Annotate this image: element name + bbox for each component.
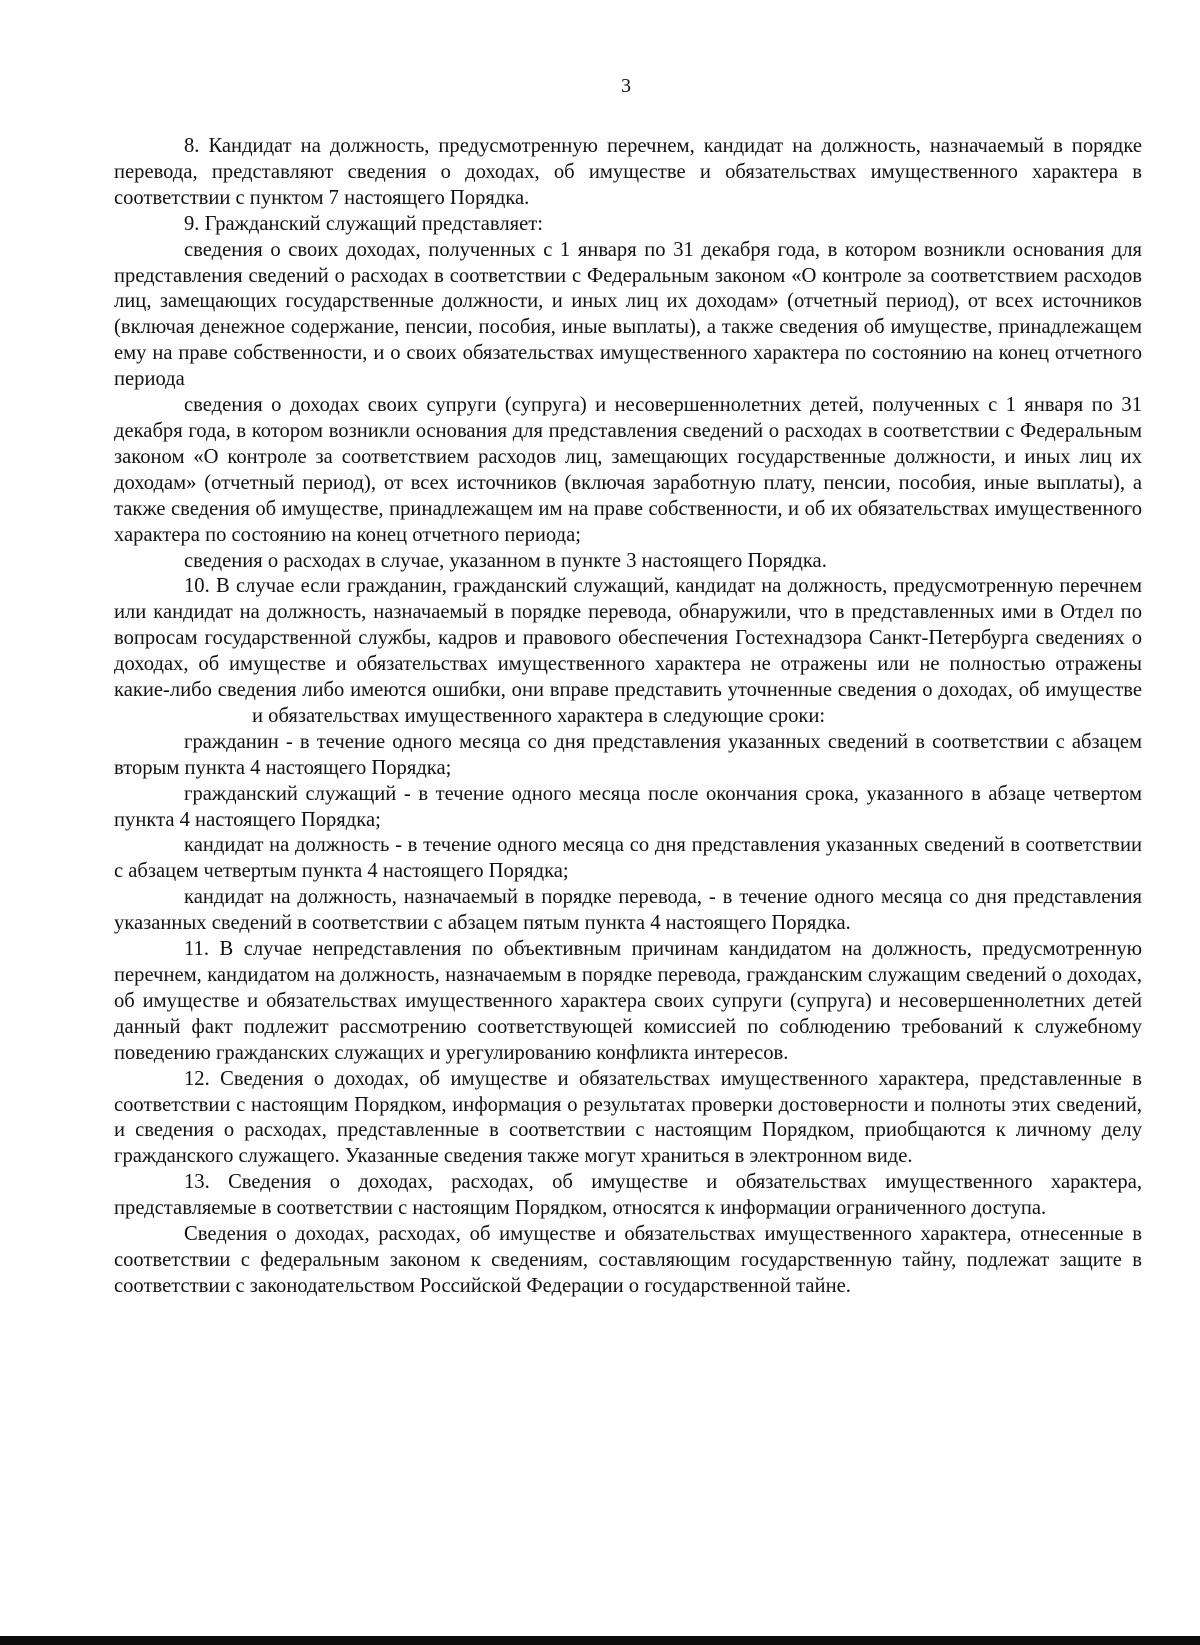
paragraph-8: 8. Кандидат на должность, предусмотренную перечнем, кандидат на должность, назначаемый в порядке перевода, представляют сведения о доходах, об имуществе и обязательствах имущественного характера в соответствии с пунктом 7 настоящего Порядка. [114,135,1142,209]
paragraph-9-family-income: сведения о доходах своих супруги (супруга) и несовершеннолетних детей, полученных с 1 января по 31 декабря года, в котором возникли основания для представления сведений о расходах в соответствии с Федеральным законом «О контроле за соответствием расходов лиц, замещающих государственные должности, и иных лиц их доходам» (отчетный период), от всех источников (включая заработную плату, пенсии, пособия, иные выплаты), а также сведения об имуществе, принадлежащем им на праве собственности, и об их обязательствах имущественного характера по состоянию на конец отчетного периода; [114,394,1142,546]
paragraph-10 [114,574,1142,729]
paragraph-13: 13. Сведения о доходах, расходах, об имуществе и обязательствах имущественного характера, представляемые в соответствии с настоящим Порядком, относятся к информации ограниченного доступа. [114,1171,1142,1220]
paragraph-10-transfer-candidate: кандидат на должность, назначаемый в порядке перевода, - в течение одного месяца со дня представления указанных сведений в соответствии с абзацем пятым пункта 4 настоящего Порядка. [114,886,1142,935]
paragraph-13-state-secret: Сведения о доходах, расходах, об имуществе и обязательствах имущественного характера, отнесенные в соответствии с федеральным законом к сведениям, составляющим государственную тайну, подлежат защите в соответствии с законодательством Российской Федерации о государственной тайне. [114,1223,1142,1297]
paragraph-12: 12. Сведения о доходах, об имуществе и обязательствах имущественного характера, представленные в соответствии с настоящим Порядком, информация о результатах проверки достоверности и полноты этих сведений, и сведения о расходах, представленные в соответствии с настоящим Порядком, приобщаются к личному делу гражданского служащего. Указанные сведения также могут храниться в электронном виде. [114,1067,1142,1168]
page-number: 3 [621,75,631,97]
paragraph-11: 11. В случае непредставления по объективным причинам кандидатом на должность, предусмотренную перечнем, кандидатом на должность, назначаемым в порядке перевода, гражданским служащим сведений о доходах, об имуществе и обязательствах имущественного характера своих супруги (супруга) и несовершеннолетних детей данный факт подлежит рассмотрению соответствующей комиссией по соблюдению требований к служебному поведению гражданских служащих и урегулированию конфликта интересов. [114,938,1142,1064]
paragraph-10-citizen: гражданин - в течение одного месяца со дня представления указанных сведений в соответствии с абзацем вторым пункта 4 настоящего Порядка; [114,730,1142,779]
paragraph-9-own-income: сведения о своих доходах, полученных с 1 января по 31 декабря года, в котором возникли основания для представления сведений о расходах в соответствии с Федеральным законом «О контроле за соответствием расходов лиц, замещающих государственные должности, и иных лиц их доходам» (отчетный период), от всех источников (включая денежное содержание, пенсии, пособия, иные выплаты), а также сведения об имуществе, принадлежащем ему на праве собственности, и о своих обязательствах имущественного характера по состоянию на конец отчетного периода [114,238,1142,391]
paragraph-9-expenses: сведения о расходах в случае, указанном в пункте 3 настоящего Порядка. [184,549,827,572]
paragraph-10-tail-text: и обязательствах имущественного характера в следующие сроки: [252,704,826,727]
paragraph-9: 9. Гражданский служащий представляет: [184,212,543,235]
scan-bottom-edge [0,1636,1200,1645]
document-body [114,134,1142,1300]
paragraph-10-candidate: кандидат на должность - в течение одного месяца со дня представления указанных сведений в соответствии с абзацем четвертым пункта 4 настоящего Порядка; [114,834,1142,883]
paragraph-10-civil-servant: гражданский служащий - в течение одного месяца после окончания срока, указанного в абзаце четвертом пункта 4 настоящего Порядка; [114,782,1142,831]
paragraph-10-main-text: 10. В случае если гражданин, гражданский служащий, кандидат на должность, предусмотренную перечнем или кандидат на должность, назначаемый в порядке перевода, обнаружили, что в представленных ими в Отдел по вопросам государственной службы, кадров и правового обеспечения Гостехнадзора Санкт-Петербурга сведениях о доходах, об имуществе и обязательствах имущественного характера не отражены или не полностью отражены какие-либо сведения либо имеются ошибки, они вправе представить уточненные сведения о доходах, об имуществе [114,575,1142,702]
